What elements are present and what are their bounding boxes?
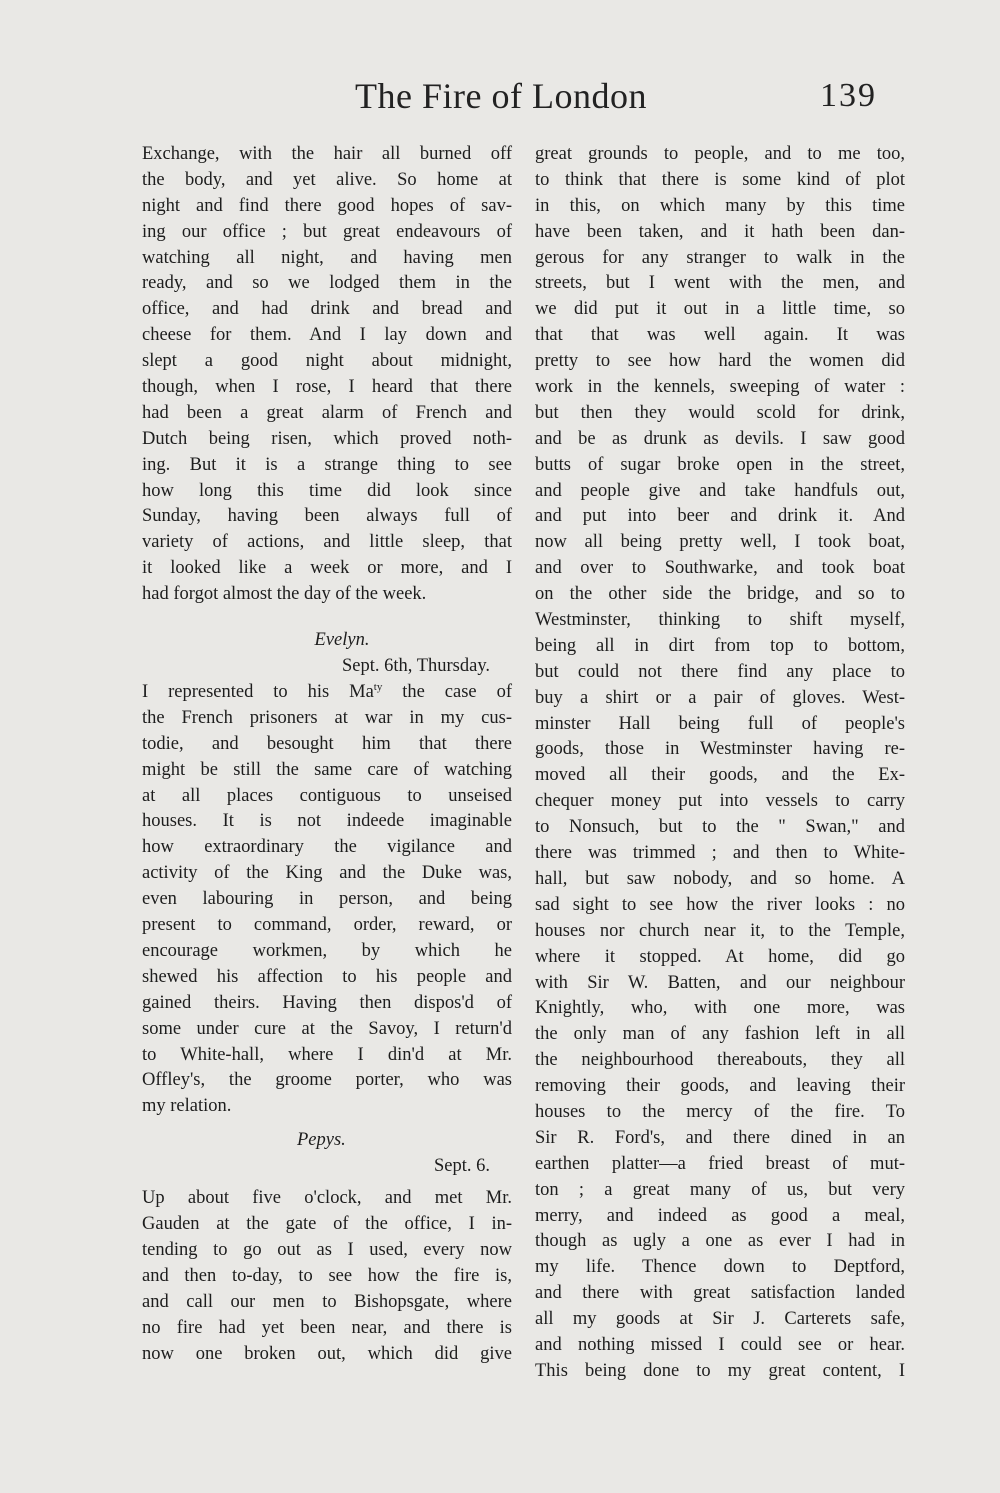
text-line: ing our office ; but great endeavours of bbox=[142, 221, 512, 242]
text-line: to Nonsuch, but to the " Swan," and bbox=[535, 817, 905, 838]
text-line: my life. Thence down to Deptford, bbox=[535, 1257, 905, 1278]
text-line: in this, on which many by this time bbox=[535, 195, 905, 216]
text-line: todie, and besought him that there bbox=[142, 733, 512, 754]
text-line: all my goods at Sir J. Carterets safe, bbox=[535, 1309, 905, 1330]
text-line: Exchange, with the hair all burned off bbox=[142, 144, 512, 164]
text-line: there was trimmed ; and then to White- bbox=[535, 843, 905, 864]
text-line: Sunday, having been always full of bbox=[142, 506, 512, 527]
text-line: shewed his affection to his people and bbox=[142, 966, 512, 987]
text-line: Up about five o'clock, and met Mr. bbox=[142, 1188, 512, 1209]
text-line: great grounds to people, and to me too, bbox=[535, 144, 905, 164]
text-line: hall, but saw nobody, and so home. A bbox=[535, 868, 905, 889]
text-line: with Sir W. Batten, and our neighbour bbox=[535, 972, 905, 993]
text-line: pretty to see how hard the women did bbox=[535, 351, 905, 372]
text-line: now one broken out, which did give bbox=[142, 1343, 512, 1364]
text-line: though, when I rose, I heard that there bbox=[142, 377, 512, 398]
text-line: present to command, order, reward, or bbox=[142, 915, 512, 936]
text-line: moved all their goods, and the Ex- bbox=[535, 765, 905, 786]
evelyn-first-line: I represented to his $Ma^{ty}$ the case of bbox=[142, 681, 512, 703]
text-line: had been a great alarm of French and bbox=[142, 402, 512, 423]
text-line: buy a shirt or a pair of gloves. West- bbox=[535, 687, 905, 708]
text-line: variety of actions, and little sleep, that bbox=[142, 532, 512, 553]
text-line: being all in dirt from top to bottom, bbox=[535, 635, 905, 656]
text-line: gained theirs. Having then dispos'd of bbox=[142, 992, 512, 1013]
text-line: the French prisoners at war in my cus- bbox=[142, 707, 512, 728]
text-line: and nothing missed I could see or hear. bbox=[535, 1334, 905, 1355]
text-line: houses nor church near it, to the Temple, bbox=[535, 920, 905, 941]
text-line: that that was well again. It was bbox=[535, 325, 905, 346]
running-title: The Fire of London bbox=[355, 76, 647, 116]
text-line: where it stopped. At home, did go bbox=[535, 946, 905, 967]
evelyn-heading: Evelyn. bbox=[314, 630, 370, 651]
text-line: merry, and indeed as good a meal, bbox=[535, 1205, 905, 1226]
text-line: slept a good night about midnight, bbox=[142, 351, 512, 372]
text-line: and then to-day, to see how the fire is, bbox=[142, 1265, 512, 1286]
text-line: work in the kennels, sweeping of water : bbox=[535, 377, 905, 398]
text-line: and be as drunk as devils. I saw good bbox=[535, 428, 905, 449]
text-line: night and find there good hopes of sav- bbox=[142, 195, 512, 216]
text-line: streets, but I went with the men, and bbox=[535, 273, 905, 294]
text-line: goods, those in Westminster having re- bbox=[535, 739, 905, 760]
evelyn-paragraph bbox=[142, 680, 512, 1120]
text-line: and people give and take handfuls out, bbox=[535, 480, 905, 501]
text-line: gerous for any stranger to walk in the bbox=[535, 247, 905, 268]
text-line: Knightly, who, with one more, was bbox=[535, 998, 905, 1019]
text-line: how long this time did look since bbox=[142, 480, 512, 501]
text-line: even labouring in person, and being bbox=[142, 889, 512, 910]
text-line: This being done to my great content, I bbox=[535, 1360, 905, 1381]
text-line: the neighbourhood thereabouts, they all bbox=[535, 1050, 905, 1071]
text-line: and over to Southwarke, and took boat bbox=[535, 558, 905, 579]
text-line: Westminster, thinking to shift myself, bbox=[535, 610, 905, 631]
pepys-paragraph bbox=[142, 1186, 512, 1367]
text-line: how extraordinary the vigilance and bbox=[142, 837, 512, 858]
text-line: might be still the same care of watching bbox=[142, 759, 512, 780]
text-line: my relation. bbox=[142, 1096, 232, 1117]
evelyn-date: Sept. 6th, Thursday. bbox=[342, 656, 490, 677]
right-column bbox=[535, 142, 905, 1385]
text-line: and call our men to Bishopsgate, where bbox=[142, 1291, 512, 1312]
text-line: we did put it out in a little time, so bbox=[535, 299, 905, 320]
text-line: ton ; a great many of us, but very bbox=[535, 1179, 905, 1200]
text-line: houses to the mercy of the fire. To bbox=[535, 1101, 905, 1122]
left-column bbox=[142, 142, 512, 1367]
text-line: ing. But it is a strange thing to see bbox=[142, 454, 512, 475]
text-line: houses. It is not indeede imaginable bbox=[142, 811, 512, 832]
text-line: the body, and yet alive. So home at bbox=[142, 169, 512, 190]
text-line: have been taken, and it hath been dan- bbox=[535, 221, 905, 242]
text-line: no fire had yet been near, and there is bbox=[142, 1317, 512, 1338]
text-line: sad sight to see how the river looks : no bbox=[535, 894, 905, 915]
text-line: Offley's, the groome porter, who was bbox=[142, 1070, 512, 1091]
text-line: but could not there find any place to bbox=[535, 661, 905, 682]
pepys-date: Sept. 6. bbox=[433, 1156, 490, 1177]
text-line: the only man of any fashion left in all bbox=[535, 1024, 905, 1045]
text-line: ready, and so we lodged them in the bbox=[142, 273, 512, 294]
text-line: Sir R. Ford's, and there dined in an bbox=[535, 1127, 905, 1148]
text-line: and put into beer and drink it. And bbox=[535, 506, 905, 527]
text-line: to White-hall, where I din'd at Mr. bbox=[142, 1044, 512, 1065]
text-line: encourage workmen, by which he bbox=[142, 940, 512, 961]
text-line: earthen platter—a fried breast of mut- bbox=[535, 1153, 905, 1174]
text-line: butts of sugar broke open in the street, bbox=[535, 454, 905, 475]
text-line: to think that there is some kind of plot bbox=[535, 169, 905, 190]
text-line: activity of the King and the Duke was, bbox=[142, 863, 512, 884]
text-line: cheese for them. And I lay down and bbox=[142, 325, 512, 346]
text-line: and there with great satisfaction landed bbox=[535, 1283, 905, 1304]
text-line: removing their goods, and leaving their bbox=[535, 1076, 905, 1097]
text-line: but then they would scold for drink, bbox=[535, 402, 905, 423]
text-line: some under cure at the Savoy, I return'd bbox=[142, 1018, 512, 1039]
text-line: tending to go out as I used, every now bbox=[142, 1239, 512, 1260]
text-line: it looked like a week or more, and I bbox=[142, 558, 512, 579]
text-line: chequer money put into vessels to carry bbox=[535, 791, 905, 812]
text-line: office, and had drink and bread and bbox=[142, 299, 512, 320]
page-number: 139 bbox=[820, 77, 877, 114]
text-line: watching all night, and having men bbox=[142, 247, 512, 268]
text-line: had forgot almost the day of the week. bbox=[142, 584, 427, 605]
text-line: minster Hall being full of people's bbox=[535, 713, 905, 734]
pepys-heading: Pepys. bbox=[297, 1130, 346, 1151]
text-line: at all places contiguous to unseised bbox=[142, 785, 512, 806]
text-line: Gauden at the gate of the office, I in- bbox=[142, 1214, 512, 1235]
right-column-text bbox=[535, 142, 905, 1385]
text-line: though as ugly a one as ever I had in bbox=[535, 1231, 905, 1252]
pepys-continued-paragraph bbox=[142, 142, 512, 608]
text-line: Dutch being risen, which proved noth- bbox=[142, 428, 512, 449]
text-line: on the other side the bridge, and so to bbox=[535, 584, 905, 605]
text-line: now all being pretty well, I took boat, bbox=[535, 532, 905, 553]
